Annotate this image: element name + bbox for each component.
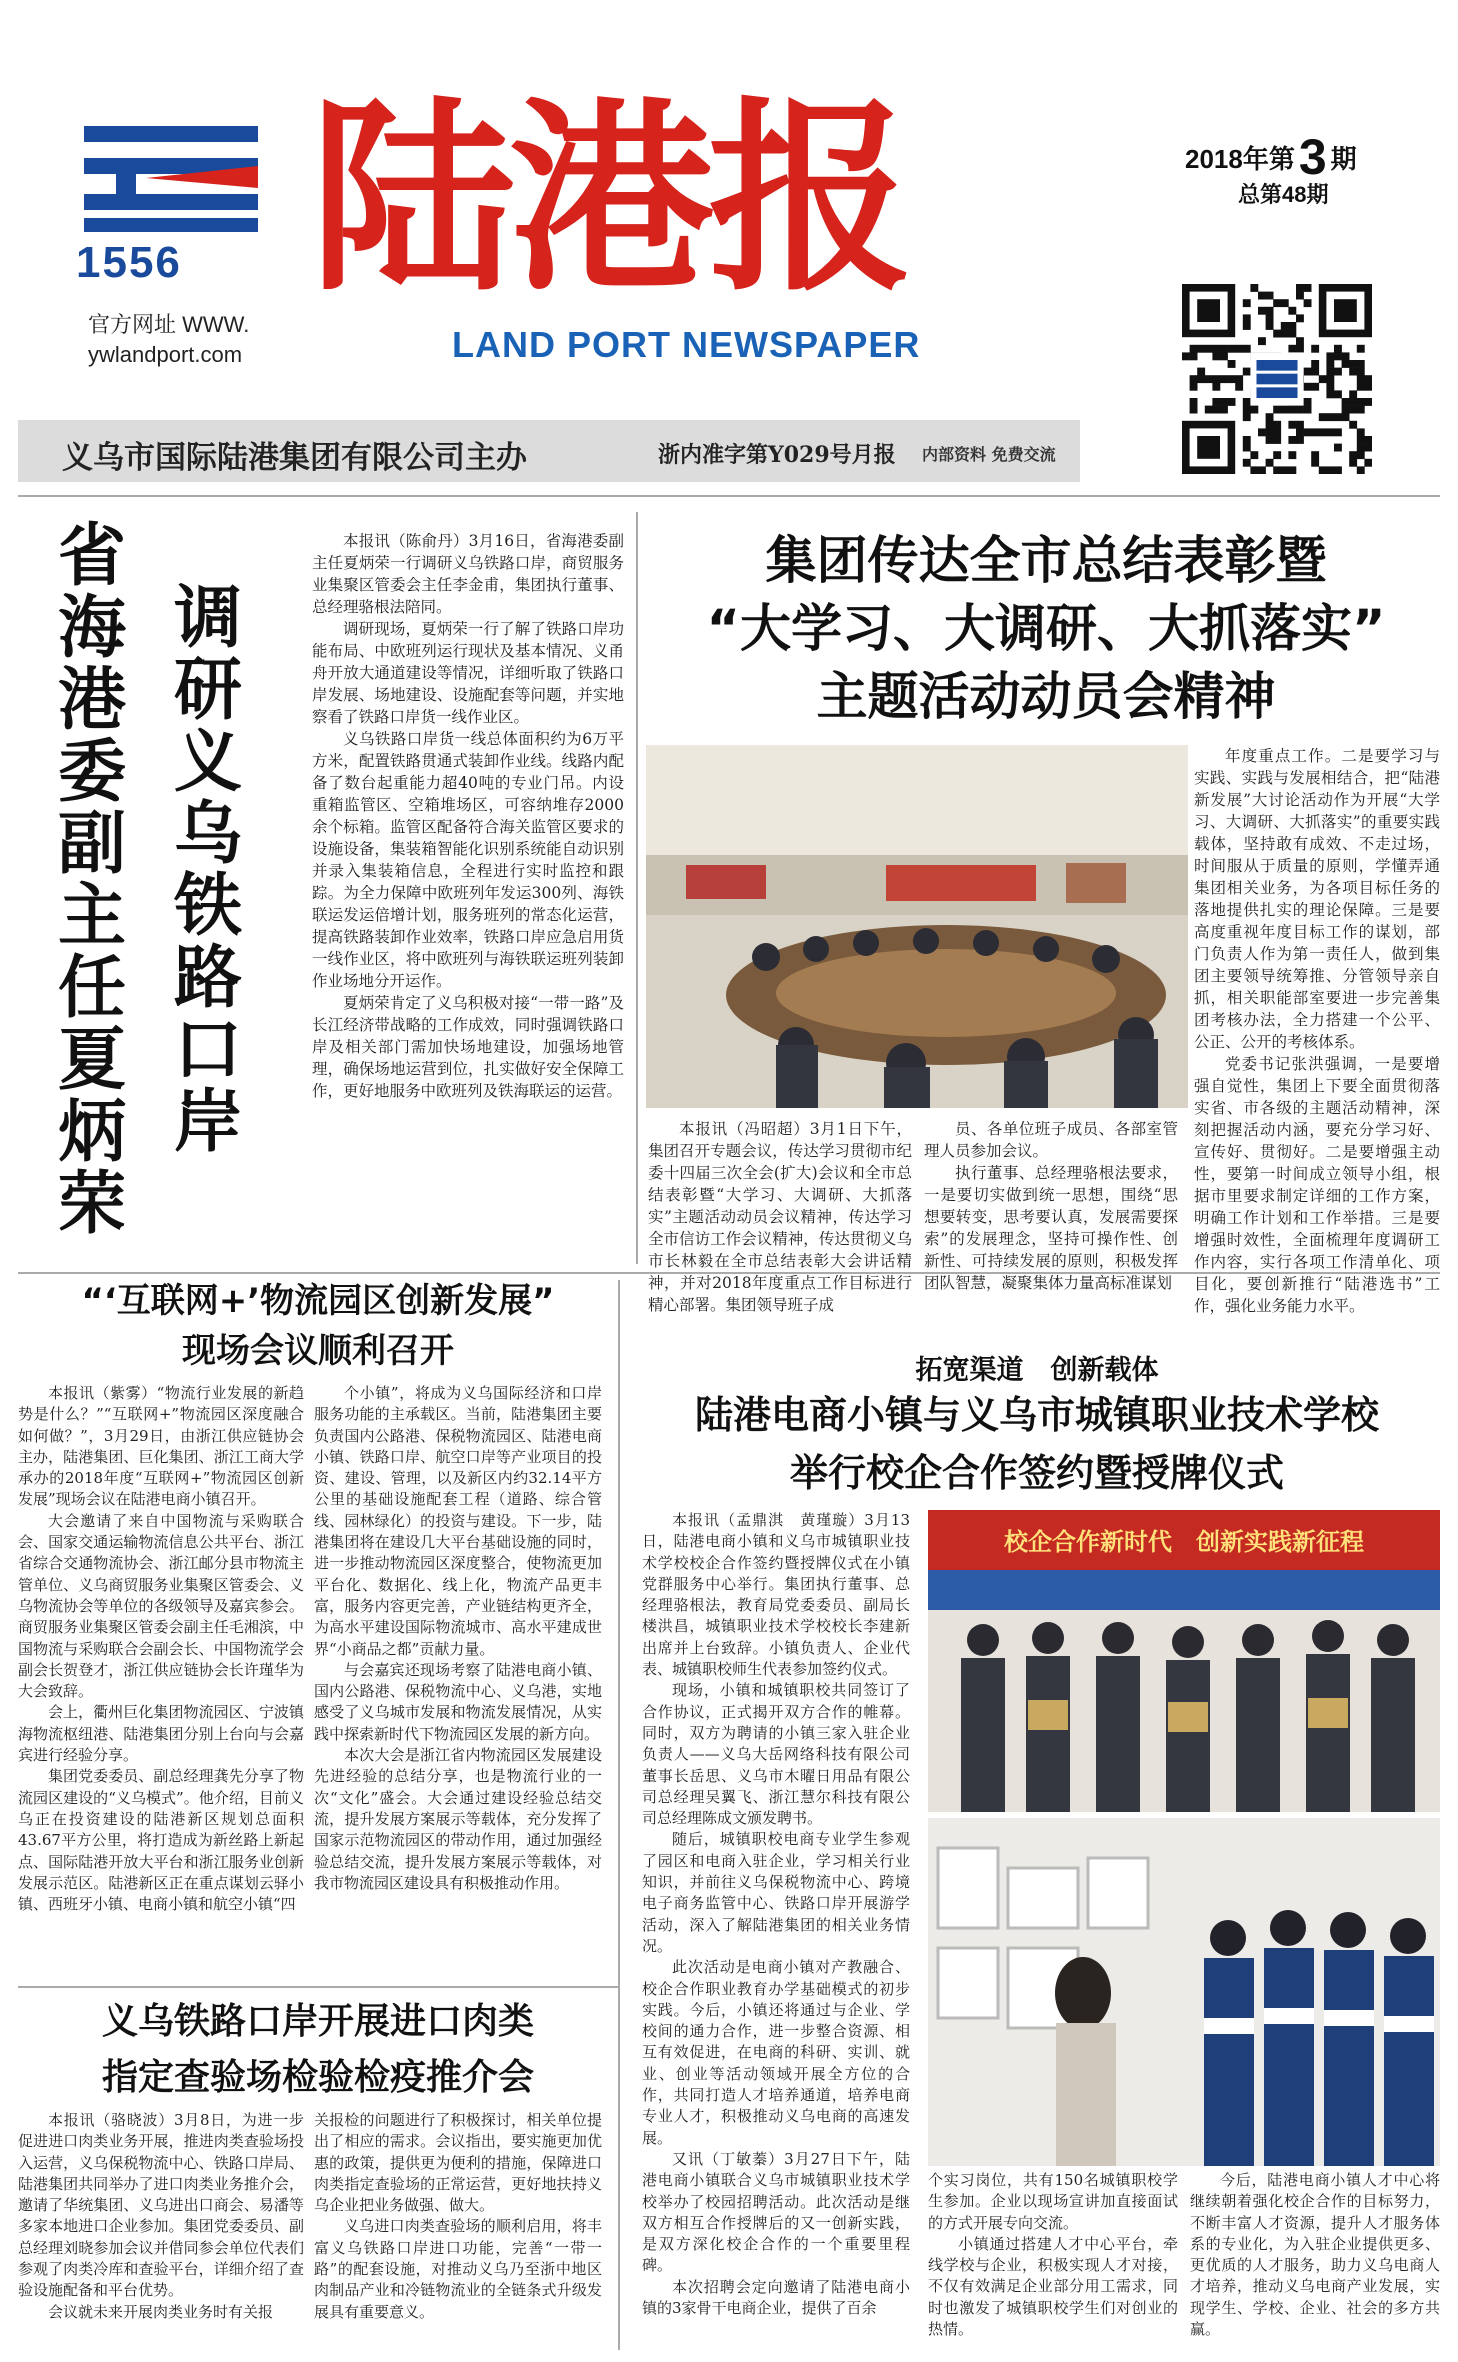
banner-text: 校企合作新时代 创新实践新征程 <box>1004 1528 1364 1556</box>
site-url[interactable]: ywlandport.com <box>88 342 243 367</box>
article4-col-left <box>642 1510 910 2319</box>
article3-para: 个小镇”，将成为义乌国际经济和口岸服务功能的主承载区。当前，陆港集团主要负责国内公路港、保税物流园区、陆港电商小镇、铁路口岸、航空口岸等产业项目的投资、建设、管理，以及新区内约32.14平方公里的基础设施配套工程（道路、综合管线、园林绿化）的投资与建设。下一步，陆港集团将在建设几大平台基础设施的同时，进一步推动物流园区深度整合，使物流更加平台化、数据化、线上化，物流产品更丰富，服务内容更完善，产业链结构更齐全，为高水平建设国际物流城市、高水平建成世界“小商品之都”贡献力量。 <box>314 1384 602 1658</box>
meeting-photo <box>646 745 1188 1108</box>
article1-para: 夏炳荣肯定了义乌积极对接“一带一路”及长江经济带战略的工作成效，同时强调铁路口岸及相关部门需加快场地建设，加强场地管理，确保场地运营到位，扎实做好安全保障工作，更好地服务中欧班列及铁海联运的运营。 <box>312 994 624 1100</box>
visit-photo <box>928 1818 1440 2166</box>
article3-col2 <box>314 1383 602 1894</box>
article3-para: 本报讯（紫雾）“物流行业发展的新趋势是什么？”“互联网+”物流园区深度融合如何做？”，3月29日，由浙江供应链协会主办，陆港集团、巨化集团、浙江工商大学承办的2018年度“互联网+”物流园区创新发展”现场会议在陆港电商小镇召开。 <box>18 1384 304 1509</box>
divider <box>18 1986 618 1988</box>
article5-col1 <box>18 2110 304 2323</box>
issue-suffix: 期 <box>1330 144 1357 174</box>
article4-headline-line: 陆港电商小镇与义乌市城镇职业技术学校 <box>694 1393 1379 1437</box>
article4-para: 本次招聘会定向邀请了陆港电商小镇的3家骨干电商企业，提供了百余 <box>642 2277 910 2317</box>
article4-para: 又讯（丁敏蓁）3月27日下午，陆港电商小镇联合义乌市城镇职业技术学校举办了校园招聘活动。此次活动是继双方相互合作授牌后的又一创新实践，是双方深化校企合作的一个重要里程碑。 <box>642 2149 910 2275</box>
issue-prefix: 2018年第 <box>1185 144 1295 174</box>
signing-photo <box>928 1510 1440 1812</box>
article3-col1 <box>18 1383 304 1915</box>
article3-para: 集团党委委员、副总经理龚先分享了物流园区建设的“义乌模式”。他介绍，目前义乌正在投资建设的陆港新区规划总面积43.67平方公里，将打造成为新丝路上新起点、国际陆港开放大平台和浙江服务业创新发展示范区。陆港新区正在重点谋划云驿小镇、西班牙小镇、电商小镇和航空小镇“四 <box>18 1767 304 1914</box>
issue-number: 3 <box>1298 129 1327 185</box>
site-label: 官方网址 WWW. <box>88 312 250 337</box>
article4-para: 个实习岗位，共有150名城镇职校学生参加。企业以现场宣讲加直接面试的方式开展专向交流。 <box>928 2171 1178 2232</box>
logo <box>76 118 266 288</box>
article4-headline-line: 举行校企合作签约暨授牌仪式 <box>789 1451 1284 1495</box>
article3-para: 本次大会是浙江省内物流园区发展建设先进经验的总结分享，也是物流行业的一次“文化”盛会。大会通过建设经验总结交流，提升发展方案展示等载体，充分发挥了国家示范物流园区的带动作用，通过加强经验总结交流，提升发展方案展示等载体，对我市物流园区建设具有积极推动作用。 <box>314 1746 602 1892</box>
column-divider <box>618 1280 620 2350</box>
article4-para: 本报讯（孟鼎淇 黄瑾璇）3月13日，陆港电商小镇和义乌市城镇职业技术学校校企合作签约暨授牌仪式在小镇党群服务中心举行。集团执行董事、总经理骆根法，教育局党委委员、副局长楼洪昌，城镇职业技术学校校长李建新出席并上台致辞。小镇负责人、企业代表、城镇职校师生代表参加签约仪式。 <box>642 1511 910 1679</box>
article1-para: 本报讯（陈俞丹）3月16日，省海港委副主任夏炳荣一行调研义乌铁路口岸，商贸服务业集聚区管委会主任李金甫，集团执行董事、总经理骆根法陪同。 <box>312 532 624 616</box>
article5-para: 义乌进口肉类查验场的顺利启用，将丰富义乌铁路口岸进口功能，完善“一带一路”的配套设施，对推动义乌乃至浙中地区肉制品产业和冷链物流业的全链条式升级发展具有重要意义。 <box>314 2217 602 2321</box>
article3-para: 大会邀请了来自中国物流与采购联合会、国家交通运输物流信息公共平台、浙江省综合交通物流协会、浙江邮分县市物流主管单位、义乌商贸服务业集聚区管委会、义乌物流协会等单位的各级领导及嘉宾参会。商贸服务业集聚区管委会副主任毛湘滨，中国物流与采购联合会副会长、中国物流学会副会长贺登才，浙江供应链协会长许瑾华为大会致辞。 <box>18 1511 304 1701</box>
article4-col-mid <box>928 2170 1178 2340</box>
issue-total: 总第48期 <box>1238 182 1329 207</box>
article1-headline-col2: 省海港委副主任夏炳荣 <box>57 516 126 1244</box>
article1-para: 调研现场，夏炳荣一行了解了铁路口岸功能布局、中欧班列运行现状及基本情况、义甬舟开放大通道建设等情况，详细听取了铁路口岸发展、场地建设、设施配套等问题，并实地察看了铁路口岸货一线作业区。 <box>312 620 624 726</box>
article2-headline-line: 主题活动动员会精神 <box>816 668 1276 727</box>
qr-code[interactable] <box>1182 284 1372 474</box>
article3-headline-line: “‘互联网+’物流园区创新发展” <box>81 1281 555 1321</box>
column-divider <box>636 512 638 1264</box>
article3-para: 与会嘉宾还现场考察了陆港电商小镇、国内公路港、保税物流中心、义乌港，实地感受了义乌城市发展和物流发展情况，从实践中探索新时代下物流园区发展的新方向。 <box>314 1660 602 1743</box>
article1-para: 义乌铁路口岸货一线总体面积约为6万平方米，配置铁路贯通式装卸作业线。线路内配备了数台起重能力超40吨的专业门吊。内设重箱监管区、空箱堆场区，可容纳堆存2000余个标箱。监管区配备符合海关监管区要求的设施设备，集装箱智能化识别系统能自动识别并录入集装箱信息，全程进行实时监控和跟踪。为全力保障中欧班列年发运300列、海铁联运发运倍增计划，服务班列的常态化运营，提高铁路装卸作业效率，铁路口岸应急启用货一线作业区，将中欧班列与海铁联运班列装卸作业场地分开运作。 <box>312 730 624 990</box>
article3-headline-line: 现场会议顺利召开 <box>182 1331 454 1371</box>
article5-headline-line: 指定查验场检验检疫推介会 <box>101 2057 534 2098</box>
article4-para: 此次活动是电商小镇对产教融合、校企合作职业教育办学基础模式的初步实践。今后，小镇还将通过与企业、学校间的通力合作，进一步整合资源、相互有效促进，在电商的科研、实训、就业、创业等活动领域开展全方位的合作，共同打造人才培养通道，培养电商专业人才，积极推动义乌电商的高速发展。 <box>642 1958 910 2147</box>
article2-headline-line: 集团传达全市总结表彰暨 <box>765 532 1327 591</box>
article2-para: 执行董事、总经理骆根法要求，一是要切实做到统一思想，围绕“思想要转变，思考要认真，发展需要探索”的发展理念，坚持可操作性、创新性、可持续发展的原则，积极发挥团队智慧，凝聚集体力量高标准谋划 <box>924 1164 1178 1292</box>
article4-para: 现场，小镇和城镇职校共同签订了合作协议，正式揭开双方合作的帷幕。同时，双方为聘请的小镇三家入驻企业负责人——义乌大岳网络科技有限公司董事长岳思、义乌市木曜日用品有限公司总经理吴翼飞、浙江慧尔科技有限公司总经理陈成文颁发聘书。 <box>642 1681 910 1828</box>
article4-para: 小镇通过搭建人才中心平台，牵线学校与企业，积极实现人才对接，不仅有效满足企业部分用工需求，同时也激发了城镇职校学生们对创业的热情。 <box>928 2234 1178 2339</box>
logo-mark <box>76 118 266 238</box>
divider <box>18 495 1440 497</box>
article2-headline-line: “大学习、大调研、大抓落实” <box>706 600 1386 659</box>
article4-para: 随后，城镇职校电商专业学生参观了园区和电商入驻企业，学习相关行业知识，并前往义乌保税物流中心、跨境电子商务监管中心、铁路口岸开展游学活动，深入了解陆港集团的相关业务情况。 <box>642 1830 910 1955</box>
article1-headline-main <box>172 578 244 1162</box>
site-info <box>88 310 249 370</box>
article5-headline <box>18 1994 618 2106</box>
sponsor: 义乌市国际陆港集团有限公司主办 <box>62 440 527 476</box>
article2-para: 党委书记张洪强调，一是要增强自觉性，集团上下要全面贯彻落实省、市各级的主题活动精神，深刻把握活动内涵，要充分学习好、宣传好、贯彻好。二是要增强主动性，要第一时间成立领导小组，根据市里要求制定详细的工作方案，明确工作计划和工作举措。三是要增强时效性，全面梳理年度调研工作内容，实行各项工作清单化、项目化，要创新推行“陆港选书”工作，强化业务能力水平。 <box>1194 1055 1440 1315</box>
article1-headline-col1: 调研义乌铁路口岸 <box>173 578 242 1162</box>
article5-para: 本报讯（骆晓波）3月8日，为进一步促进进口肉类业务开展，推进肉类查验场投入运营，义乌保税物流中心、铁路口岸局、陆港集团共同举办了进口肉类业务推介会，邀请了华统集团、义乌进出口商会、易潘等多家本地进口企业参加。集团党委委员、副总经理刘晓参加会议并借同参会单位代表们参观了肉类冷库和查验平台，详细介绍了查验设施配备和平台优势。 <box>18 2111 304 2300</box>
article2-col1 <box>648 1118 912 1316</box>
article1-headline-sub <box>56 516 128 1244</box>
note: 内部资料 免费交流 <box>922 445 1056 464</box>
article2-headline <box>656 528 1436 732</box>
article4-para: 今后，陆港电商小镇人才中心将继续朝着强化校企合作的目标努力，不断丰富人才资源，提升人才服务体系的专业化，为入驻企业提供更多、更优质的人才服务，助力义乌电商人才培养，推动义乌电商产业发展，实现学生、学校、企业、社会的多方共赢。 <box>1190 2171 1440 2339</box>
newspaper-title: 陆港报 <box>310 79 907 319</box>
article2-para: 本报讯（冯昭超）3月1日下午，集团召开专题会议，传达学习贯彻市纪委十四届三次全会(扩大)会议和全市总结表彰暨“大学习、大调研、大抓落实”主题活动动员会议精神，传达学习全市信访工作会议精神，传达贯彻义乌市长林毅在全市总结表彰大会讲话精神，并对2018年度重点工作目标进行精心部署。集团领导班子成 <box>648 1120 912 1314</box>
article2-para: 员、各单位班子成员、各部室管理人员参加会议。 <box>924 1120 1178 1160</box>
divider <box>18 1272 1440 1274</box>
article4-kicker: 拓宽渠道 创新载体 <box>915 1355 1159 1386</box>
article2-col2 <box>924 1118 1178 1294</box>
newspaper-title-en: LAND PORT NEWSPAPER <box>452 324 921 365</box>
article5-para: 关报检的问题进行了积极探讨，相关单位提出了相应的需求。会议指出，要实施更加优惠的政策，提供更为便利的措施，保障进口肉类指定查验场的正常运营，更好地扶持义乌企业把业务做强、做大。 <box>314 2111 602 2215</box>
article2-para: 年度重点工作。二是要学习与实践、实践与发展相结合，把“陆港新发展”大讨论活动作为开展“大学习、大调研、大抓落实”的重要实践载体，坚持敢有成效、不走过场，时间服从于质量的原则，学懂弄通集团相关业务，为各项目标任务的落地提供扎实的理论保障。三是要高度重视年度目标工作的谋划，部门负责人作为第一责任人，做到集团主要领导统筹推、分管领导亲自抓，相关职能部室要进一步完善集团考核办法，全力搭建一个公平、公正、公开的考核体系。 <box>1194 747 1440 1051</box>
article5-headline-line: 义乌铁路口岸开展进口肉类 <box>101 2001 534 2042</box>
article5-para: 会议就未来开展肉类业务时有关报 <box>48 2302 274 2321</box>
permit: 浙内准字第Y029号月报 <box>658 442 896 468</box>
logo-number: 1556 <box>76 238 182 287</box>
article5-col2 <box>314 2110 602 2323</box>
article4-headline <box>634 1386 1440 1502</box>
article1-body <box>312 530 624 1102</box>
article4-col-right <box>1190 2170 1440 2340</box>
article2-col3 <box>1194 745 1440 1317</box>
qr-code-image <box>1182 284 1372 474</box>
article3-para: 会上，衢州巨化集团物流园区、宁波镇海物流枢纽港、陆港集团分别上台向与会嘉宾进行经验分享。 <box>18 1703 304 1765</box>
article3-headline <box>18 1276 618 1376</box>
